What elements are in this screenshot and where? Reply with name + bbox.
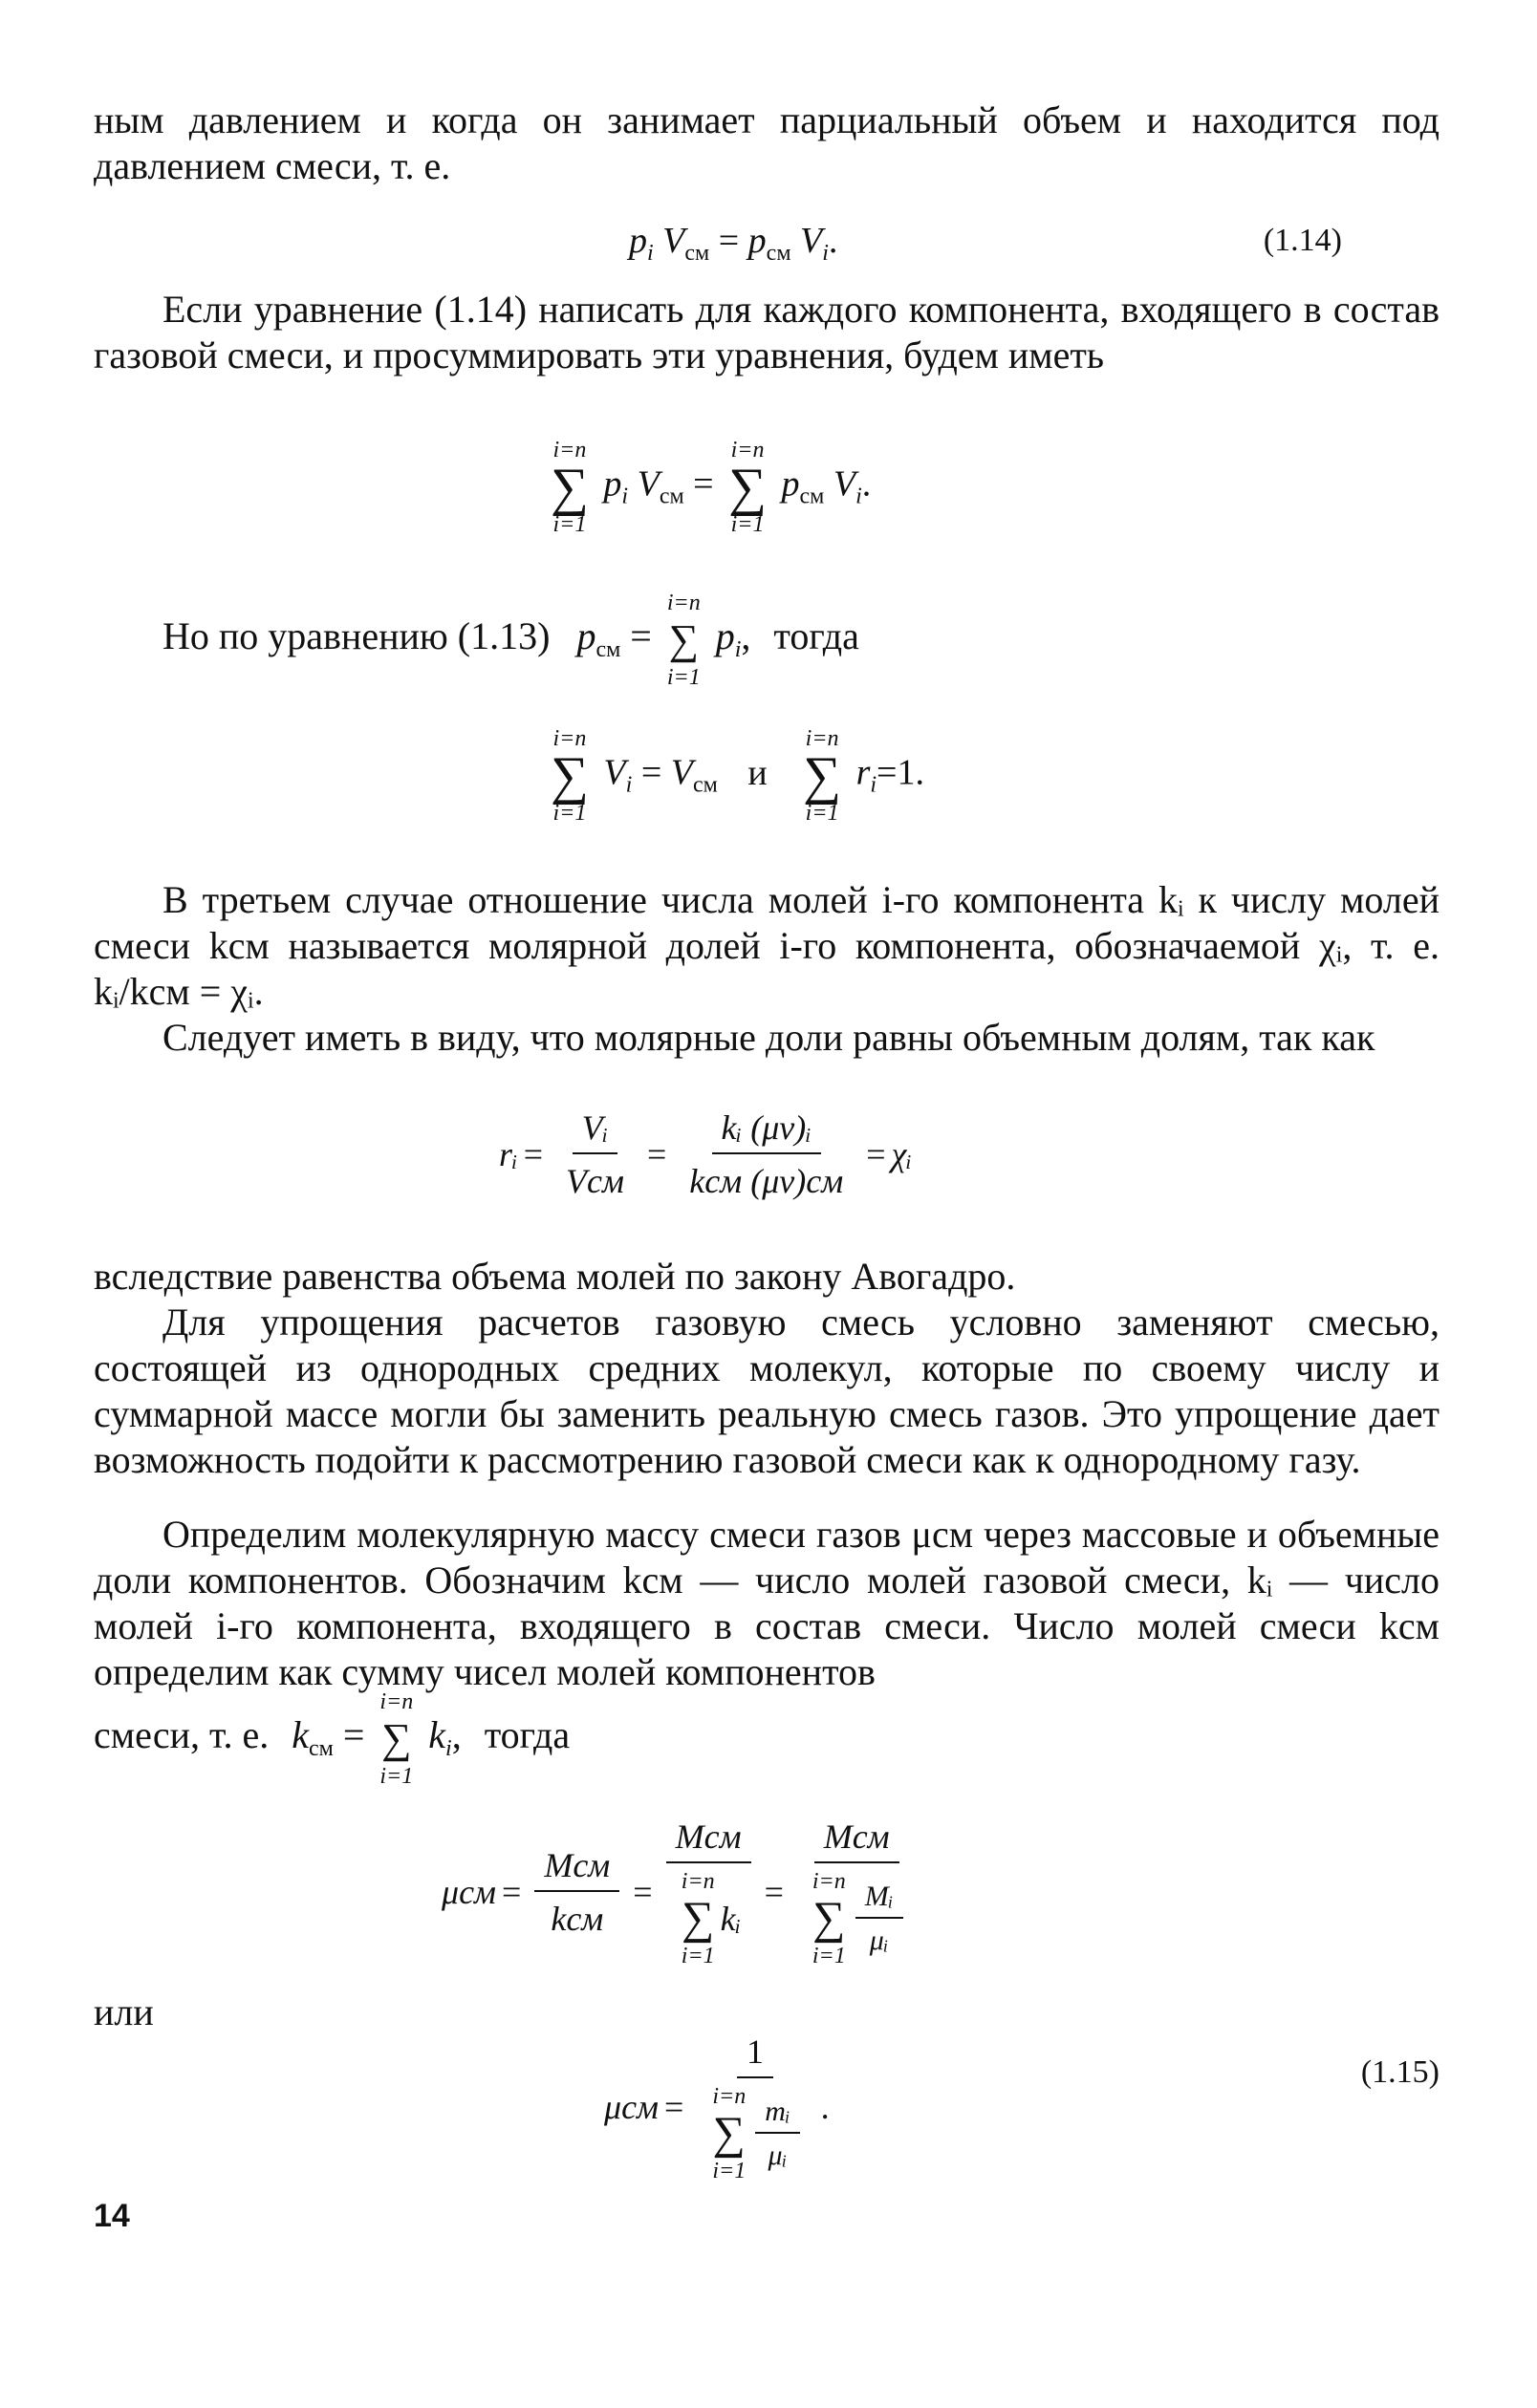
sum-equation-2: i=n ∑ i=1 $V_i = V_{см}$ и i=n ∑ i=1 $r_i=1$. <box>551 726 924 826</box>
equation-1-15: μсм = 1 i=n ∑ i=1 $\frac{\text{mᵢ}}{\text{μᵢ}}$ . <box>604 2032 830 2183</box>
paragraph-5: Следует иметь в виду, что молярные доли равны объемным долям, так как <box>162 1016 1375 1059</box>
paragraph-9: смеси, т. е. $k_{см}$ = i=n ∑ i=1 $k_i$, тогда <box>94 1689 571 1789</box>
sum-symbol: i=n ∑ i=1 <box>551 726 589 826</box>
sum-symbol: i=n ∑ i=1 <box>728 438 768 537</box>
paragraph-7: Для упрощения расчетов газовую смесь условно заменяют смесью, состоящей из однородных средних молекул, которые по своему числу и суммарной массе могли бы заменить реальную смесь газов. Это упрощение дает возможность подойти к рассмотрению газовой смеси как к однородному газу. <box>94 1301 1440 1481</box>
paragraph-6: вследствие равенства объема молей по закону Авогадро. <box>94 1255 1016 1298</box>
equation-number-1-15: (1.15) <box>1360 2054 1440 2090</box>
sum-symbol: i=n ∑ i=1 <box>551 438 589 537</box>
paragraph-2: Если уравнение (1.14) написать для каждого компонента, входящего в состав газовой смеси, и просуммировать эти уравнения, будем иметь <box>94 288 1440 376</box>
paragraph-4: В третьем случае отношение числа молей i-го компонента kᵢ к числу молей смеси kсм называется молярной долей i-го компонента, обозначаемой χᵢ, т. е. kᵢ/kсм = χᵢ. <box>94 878 1440 1013</box>
sum-symbol: i=n ∑ i=1 <box>803 726 842 826</box>
sum-symbol: i=n ∑ i=1 <box>666 591 701 690</box>
and-word: и <box>747 752 768 793</box>
page-number: 14 <box>94 2198 130 2234</box>
paragraph-3-start: Но по уравнению (1.13) <box>162 614 551 658</box>
or-word: или <box>94 1990 154 2033</box>
paragraph-9-start: смеси, т. е. <box>94 1713 270 1757</box>
paragraph-3-end: тогда <box>773 614 859 658</box>
paragraph-1: ным давлением и когда он занимает парциальный объем и находится под давлением смеси, т. е. <box>94 98 1440 187</box>
sum-equation-1: i=n ∑ i=1 $p_i$ $V_{см}$ = i=n ∑ i=1 $p_{см}$ $V_i$. <box>551 438 872 537</box>
paragraph-3: Но по уравнению (1.13) $p_{см}$ = i=n ∑ i=1 $p_i$, тогда <box>162 591 859 690</box>
molecular-mass-equation: μсм = $\frac{\text{Mсм}}{\text{kсм}}$ = Mсм i=n ∑ i=1 kᵢ = Mсм i=n ∑ i=1 $\frac{\text{Mᵢ}}{\text{μᵢ}}$ <box>442 1816 924 1968</box>
equation-1-14 <box>94 212 1440 269</box>
paragraph-8: Определим молекулярную массу смеси газов μсм через массовые и объемные доли компонентов. Обозначим kсм — число молей газовой смеси, kᵢ — число молей i-го компонента, входящего в состав смеси. Число молей смеси kсм определим как сумму чисел молей компонентов <box>94 1513 1440 1693</box>
paragraph-9-end: тогда <box>484 1713 571 1757</box>
mole-fraction-equation: rᵢ = $\frac{\text{Vᵢ}}{\text{Vсм}}$ = $\frac{\text{kᵢ (μv)ᵢ}}{\text{kсм (μv)см}}$ = χᵢ <box>499 1108 913 1200</box>
equation-1-14-body: $p_i$ $V_{см} = p_{см}$ $V_i$. <box>629 221 838 266</box>
sum-symbol: i=n ∑ i=1 <box>379 1689 414 1789</box>
equation-number-1-14: (1.14) <box>1263 223 1342 258</box>
